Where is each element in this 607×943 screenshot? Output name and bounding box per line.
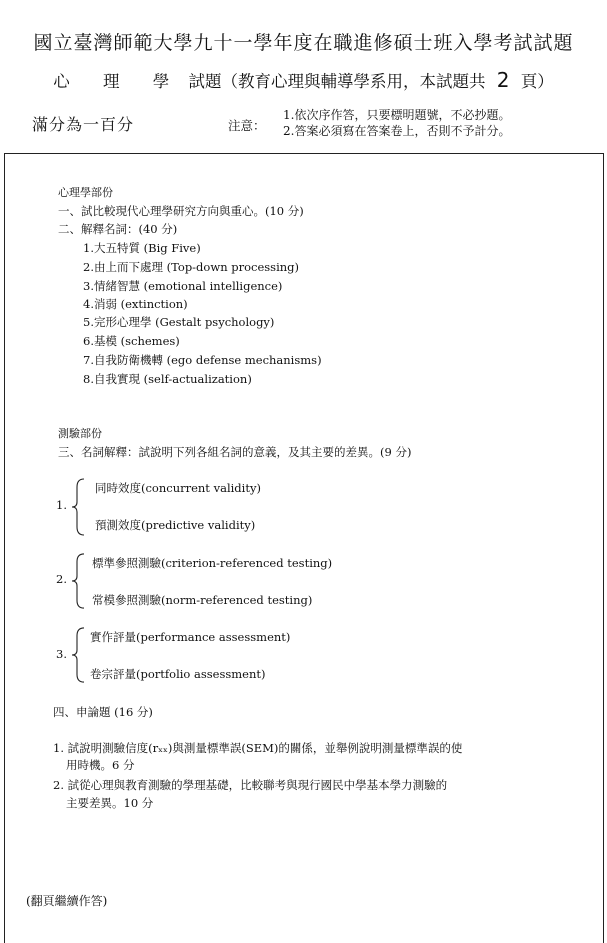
subject-name: 心 理 學 [53, 72, 184, 91]
pair-term-a: 實作評量(performance assessment) [90, 630, 291, 644]
essay-question-line: 主要差異。10 分 [66, 796, 154, 810]
term-item: 5.完形心理學 (Gestalt psychology) [83, 315, 275, 329]
continue-note: (翻頁繼續作答) [26, 894, 108, 908]
exam-title: 國立臺灣師範大學九十一學年度在職進修碩士班入學考試試題 [33, 32, 574, 54]
pair-term-a: 標準參照測驗(criterion-referenced testing) [92, 556, 333, 570]
term-item: 2.由上而下處理 (Top-down processing) [83, 260, 300, 274]
notice-item-1: 1.依次序作答，只要標明題號，不必抄題。 [283, 108, 511, 122]
essay-question-line: 2. 試從心理與教育測驗的學理基礎，比較聯考與現行國民中學基本學力測驗的 [53, 778, 448, 792]
pair-term-b: 預測效度(predictive validity) [95, 518, 256, 532]
essay-question-line: 1. 試說明測驗信度(rₓₓ)與測量標準誤(SEM)的關係，並舉例說明測量標準誤的使 [53, 741, 463, 755]
notice [283, 107, 510, 139]
pair-number: 3. [56, 647, 67, 661]
page-count: 2 [496, 68, 510, 92]
full-score: 滿分為一百分 [32, 115, 135, 134]
term-item: 8.自我實現 (self-actualization) [83, 372, 252, 386]
pair-term-b: 卷宗評量(portfolio assessment) [90, 667, 266, 681]
notice-label: 注意： [228, 118, 266, 133]
term-item: 4.消弱 (extinction) [83, 297, 188, 311]
measurement-section-title: 測驗部份 [58, 427, 102, 440]
question-2: 二、解釋名詞：(40 分) [58, 222, 178, 236]
exam-subtitle [0, 68, 607, 92]
left-brace-icon [70, 626, 86, 684]
notice-item-2: 2.答案必須寫在答案卷上，否則不予計分。 [283, 124, 511, 138]
subtitle-prefix: 試題（教育心理與輔導學系用，本試題共 [188, 72, 486, 91]
pair-term-b: 常模參照測驗(norm-referenced testing) [92, 593, 313, 607]
subtitle-suffix: 頁） [520, 72, 554, 91]
term-item: 1.大五特質 (Big Five) [83, 241, 201, 255]
left-brace-icon [70, 552, 86, 610]
pair-term-a: 同時效度(concurrent validity) [95, 481, 261, 495]
essay-question-line: 用時機。6 分 [66, 758, 135, 772]
pair-number: 1. [56, 498, 67, 512]
term-item: 3.情緒智慧 (emotional intelligence) [83, 279, 283, 293]
term-item: 7.自我防衛機轉 (ego defense mechanisms) [83, 353, 322, 367]
question-3: 三、名詞解釋：試說明下列各組名詞的意義，及其主要的差異。(9 分) [58, 445, 412, 459]
psychology-section-title: 心理學部份 [58, 186, 113, 199]
left-brace-icon [70, 477, 86, 537]
term-item: 6.基模 (schemes) [83, 334, 180, 348]
question-4: 四、申論題 (16 分) [53, 705, 153, 719]
pair-number: 2. [56, 572, 67, 586]
question-1: 一、試比較現代心理學研究方向與重心。(10 分) [58, 204, 304, 218]
